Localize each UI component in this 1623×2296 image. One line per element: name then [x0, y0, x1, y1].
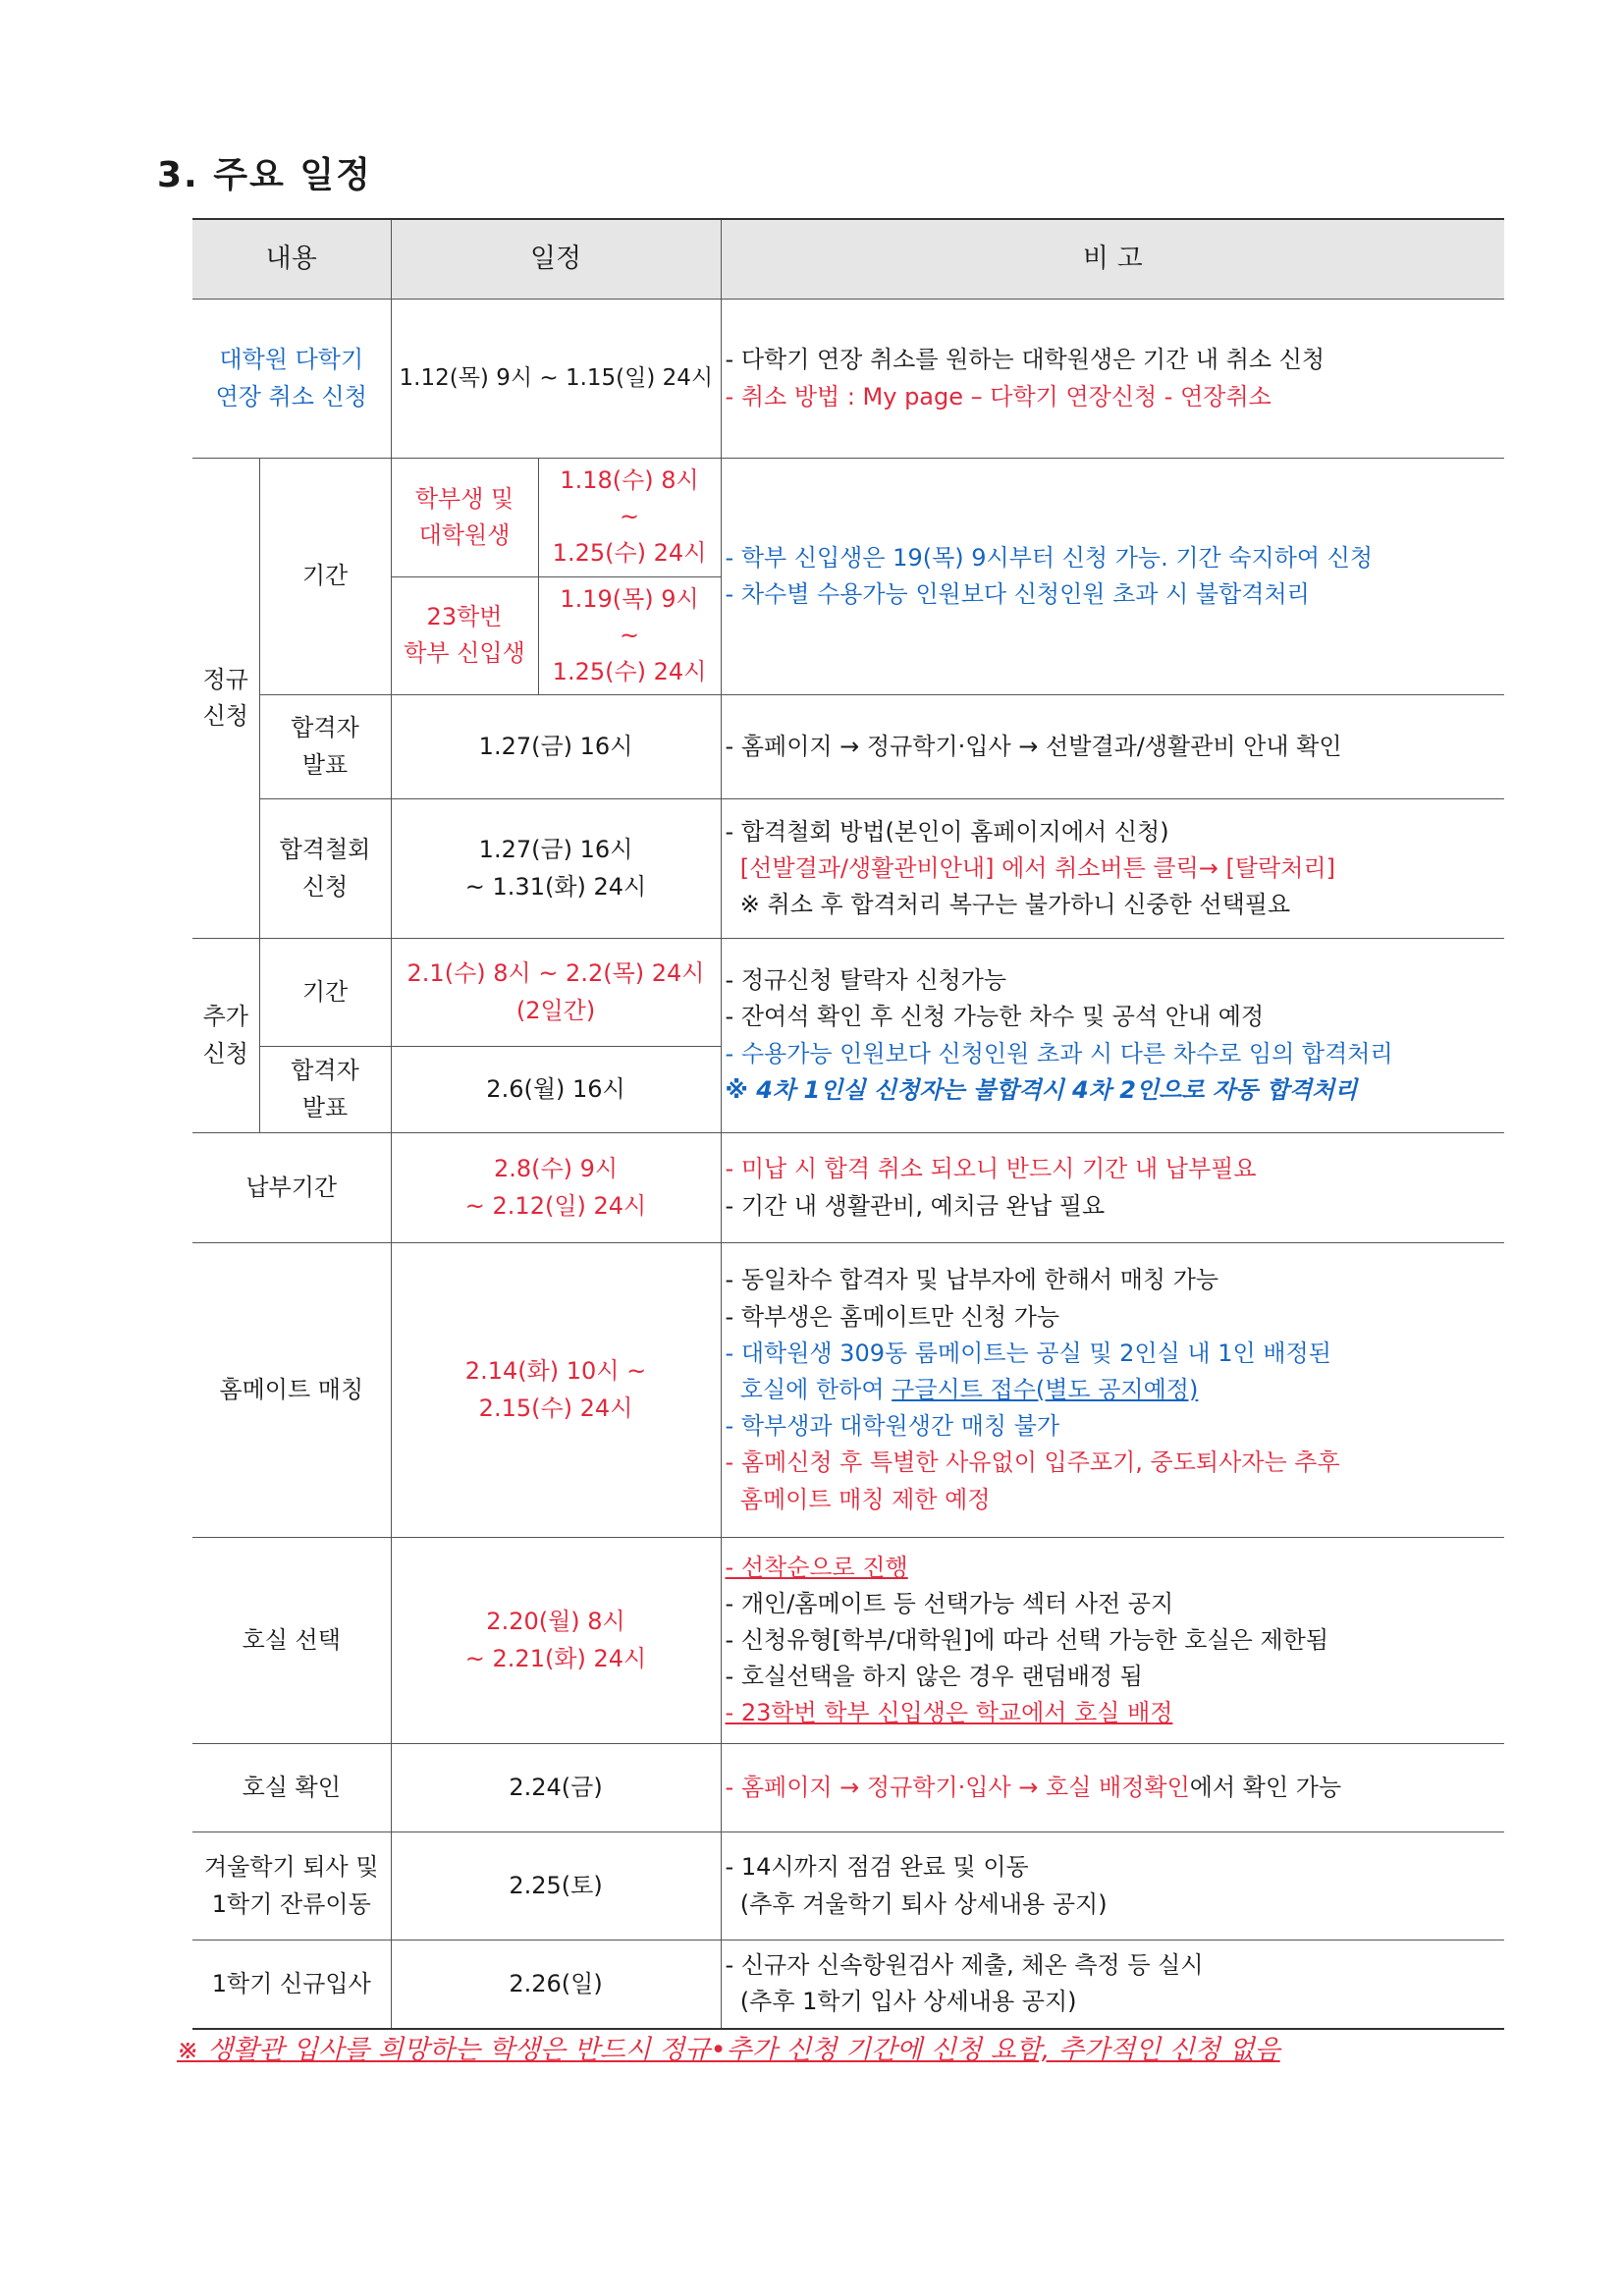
row-date: 2.20(월) 8시 ~ 2.21(화) 24시: [391, 1538, 721, 1744]
header-schedule: 일정: [391, 219, 721, 300]
header-note: 비 고: [721, 219, 1504, 300]
row-notes: - 동일차수 합격자 및 납부자에 한해서 매칭 가능 - 학부생은 홈메이트만 신청 가능 - 대학원생 309동 룸메이트는 공실 및 2인실 내 1인 배정된 호실에 한하여 구글시트 접수(별도 공지예정) - 학부생과 대학원생간 매칭 불가 - 홈메신청 후 특별한 사유없이 입주포기, 중도퇴사자는 추후 홈메이트 매칭 제한 예정: [721, 1243, 1504, 1538]
row-label: 홈메이트 매칭: [192, 1243, 391, 1538]
sub-who: 학부생 및 대학원생: [391, 459, 538, 577]
table-row: [192, 939, 1504, 1047]
row-label: 호실 선택: [192, 1538, 391, 1744]
row-label: 겨울학기 퇴사 및 1학기 잔류이동: [192, 1832, 391, 1941]
sub-date: 1.18(수) 8시 ~ 1.25(수) 24시: [538, 459, 721, 577]
row-date: 1.12(목) 9시 ~ 1.15(일) 24시: [391, 300, 721, 459]
row-label: 대학원 다학기 연장 취소 신청: [192, 300, 391, 459]
withdraw-label: 합격철회 신청: [259, 799, 391, 939]
group-label-additional: 추가 신청: [192, 939, 259, 1133]
table-row: [192, 1744, 1504, 1832]
row-notes: - 홈페이지 → 정규학기·입사 → 호실 배정확인에서 확인 가능: [721, 1744, 1504, 1832]
table-row: [192, 799, 1504, 939]
row-notes: - 선착순으로 진행 - 개인/홈메이트 등 선택가능 섹터 사전 공지 - 신청유형[학부/대학원]에 따라 선택 가능한 호실은 제한됨 - 호실선택을 하지 않은 경우 랜덤배정 됨 - 23학번 학부 신입생은 학교에서 호실 배정: [721, 1538, 1504, 1744]
row-date: 2.14(화) 10시 ~ 2.15(수) 24시: [391, 1243, 721, 1538]
table-row: [192, 1538, 1504, 1744]
row-label: 호실 확인: [192, 1744, 391, 1832]
announce-note: - 홈페이지 → 정규학기·입사 → 선발결과/생활관비 안내 확인: [721, 695, 1504, 799]
withdraw-notes: - 합격철회 방법(본인이 홈페이지에서 신청) [선발결과/생활관비안내] 에서 취소버튼 클릭→ [탈락처리] ※ 취소 후 합격처리 복구는 불가하니 신중한 선택필요: [721, 799, 1504, 939]
schedule-table: [192, 218, 1504, 2030]
table-row: [192, 695, 1504, 799]
table-row: [192, 459, 1504, 577]
table-row: [192, 1133, 1504, 1243]
header-row: [192, 219, 1504, 300]
row-notes: - 14시까지 점검 완료 및 이동 (추후 겨울학기 퇴사 상세내용 공지): [721, 1832, 1504, 1941]
table-row: [192, 1832, 1504, 1941]
row-date: 2.26(일): [391, 1941, 721, 2029]
table-row: [192, 1941, 1504, 2029]
sub-date: 1.19(목) 9시 ~ 1.25(수) 24시: [538, 576, 721, 695]
row-notes: - 다학기 연장 취소를 원하는 대학원생은 기간 내 취소 신청 - 취소 방법 : My page – 다학기 연장신청 - 연장취소: [721, 300, 1504, 459]
period-date: 2.1(수) 8시 ~ 2.2(목) 24시 (2일간): [391, 939, 721, 1047]
announce-label: 합격자 발표: [259, 695, 391, 799]
row-date: 2.25(토): [391, 1832, 721, 1941]
page-title: 3. 주요 일정: [157, 155, 372, 195]
announce-date: 2.6(월) 16시: [391, 1047, 721, 1133]
sub-who: 23학번 학부 신입생: [391, 576, 538, 695]
period-label: 기간: [259, 459, 391, 695]
period-label: 기간: [259, 939, 391, 1047]
table-row: [192, 1243, 1504, 1538]
header-content: 내용: [192, 219, 391, 300]
table-row: [192, 300, 1504, 459]
announce-date: 1.27(금) 16시: [391, 695, 721, 799]
row-label: 1학기 신규입사: [192, 1941, 391, 2029]
row-notes: - 신규자 신속항원검사 제출, 체온 측정 등 실시 (추후 1학기 입사 상세내용 공지): [721, 1941, 1504, 2029]
row-notes: - 미납 시 합격 취소 되오니 반드시 기간 내 납부필요 - 기간 내 생활관비, 예치금 완납 필요: [721, 1133, 1504, 1243]
group-label-regular: 정규 신청: [192, 459, 259, 939]
footnote: ※ 생활관 입사를 희망하는 학생은 반드시 정규•추가 신청 기간에 신청 요함, 추가적인 신청 없음: [177, 2035, 1280, 2065]
additional-notes: - 정규신청 탈락자 신청가능 - 잔여석 확인 후 신청 가능한 차수 및 공석 안내 예정 - 수용가능 인원보다 신청인원 초과 시 다른 차수로 임의 합격처리 ※ 4차 1인실 신청자는 불합격시 4차 2인으로 자동 합격처리: [721, 939, 1504, 1133]
row-date: 2.24(금): [391, 1744, 721, 1832]
withdraw-date: 1.27(금) 16시 ~ 1.31(화) 24시: [391, 799, 721, 939]
row-date: 2.8(수) 9시 ~ 2.12(일) 24시: [391, 1133, 721, 1243]
period-notes: - 학부 신입생은 19(목) 9시부터 신청 가능. 기간 숙지하여 신청 - 차수별 수용가능 인원보다 신청인원 초과 시 불합격처리: [721, 459, 1504, 695]
row-label: 납부기간: [192, 1133, 391, 1243]
announce-label: 합격자 발표: [259, 1047, 391, 1133]
